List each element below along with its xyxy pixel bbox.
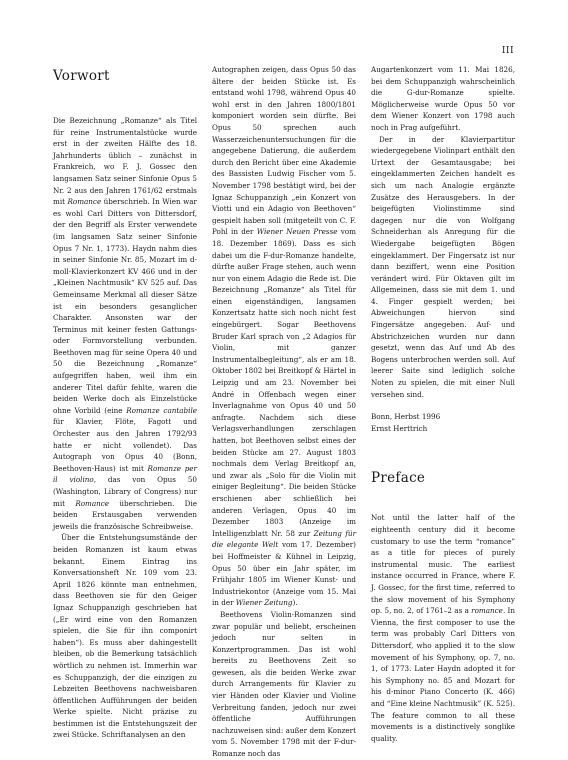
preface-heading: Preface (371, 470, 426, 487)
text-column-1 (53, 64, 197, 741)
vorwort-paragraph-4: Der in der Klavierpartitur wiedergegebene Violinpart enthält den Urtext der Gesamtausgabe; bei eingeklammerten Zeichen handelt es sich um nach Analogie ergänzte Zusätze des Herausgebers. In der beigefügten Violinstimme sind dagegen nur die von Wolfgang Schneiderhan als Anregung für die Wiedergabe beigefügten Bögen eingeklammert. Der Fingersatz ist nur dann beziffert, wenn eine Position verändert wird. Für Oktaven gilt im Allgemeinen, dass sie mit dem 1. und 4. Finger gespielt werden; bei Abweichungen hiervon sind Fingersätze angegeben. Auf- und Abstrichzeichen wurden nur dann gesetzt, wenn das Auf und Ab des Bogens unterbrochen werden soll. Auf leerer Saite sind lediglich solche Noten zu spielen, die mit einer Null versehen sind. (371, 134, 515, 399)
text-column-3 (371, 64, 515, 744)
vorwort-paragraph-2: Über die Entstehungsumstände der beiden Romanzen ist kaum etwas bekannt. Einem Eintrag ins Konversationsheft Nr. 109 vom 23. April 1826 könnte man entnehmen, dass Beethoven sie für den Geiger Ignaz Schuppanzigh geschrieben hat („Er wird eine von den Romanzen spielen, die Sie für ihn componirt haben“). Es muss aber dahingestellt bleiben, ob die Bemerkung tatsächlich wörtlich zu nehmen ist. Immerhin war es Schuppanzigh, der die einzigen zu Lebzeiten Beethovens nachweisbaren öffentlichen Aufführungen der beiden Werke spielte. Nicht präzise zu bestimmen ist die Entstehungszeit der zwei Stücke. Schriftanalysen an den (53, 533, 197, 740)
preface-paragraph-1: Not until the latter half of the eighteenth century did it become customary to use the term “romance” as a title for pieces of purely instrumental music. The earliest instance occurred in France, where F. J. Gossec, for the first time, referred to the slow movement of his Symphony op. 5, no. 2, of 1761–2 as a romance. In Vienna, the first composer to use the term was probably Carl Ditters von Dittersdorf, who applied it to the slow movement of his Symphony, op. 7, no. 1, of 1773. Later Haydn adopted it for his Symphony no. 85 and Mozart for his d-minor Piano Concerto (K. 466) and “Eine kleine Nachtmusik” (K. 525). The feature common to all these movements is a distinctively songlike quality. (371, 513, 515, 743)
vorwort-paragraph-2-continued: Autographen zeigen, dass Opus 50 das ältere der beiden Stücke ist. Es entstand wohl 1798, während Opus 40 wohl erst in den Jahren 1800/1801 komponiert worden sein dürfte. Bei Opus 50 sprechen auch Wasserzeichenuntersuchungen für die angegebene Datierung, die außerdem durch den Bericht über eine Akademie des Bassisten Ludwig Fischer vom 5. November 1798 bestätigt wird, bei der Ignaz Schuppanzigh „ein Konzert von Viotti und ein Adagio von Beethoven“ gespielt haben soll (mitgeteilt von C. F. Pohl in der Wiener Neuen Presse vom 18. Dezember 1869). Dass es sich dabei um die F-dur-Romanze handelte, dürfte außer Frage stehen, auch wenn nur von einem Adagio die Rede ist. Die Bezeichnung „Romanze“ als Titel für einen eigenständigen, langsamen Konzertsatz hatte sich noch nicht fest eingebürgert. Sogar Beethovens Bruder Karl sprach von „2 Adagios für Violin, mit ganzer Instrumentalbegleitung“, als er am 18. Oktober 1802 bei Breitkopf & Härtel in Leipzig und am 23. November bei André in Offenbach wegen einer Inverlagnahme von Opus 40 und 50 anfragte. Nachdem sich diese Verlagsverhandlungen zerschlagen hatten, bot Beethoven selbst eines der beiden Stücke am 27. August 1803 nochmals dem Verlag Breitkopf an, und zwar als „Solo für die Violin mit einiger Begleitung“. Die beiden Stücke erschienen aber schließlich bei anderen Verlagen, Opus 40 im Dezember 1803 (Anzeige im Intelligenzblatt Nr. 58 zur Zeitung für die elegante Welt vom 17. Dezember) bei Hoffmeister & Kühnel in Leipzig, Opus 50 über ein Jahr später, im Frühjahr 1805 im Wiener Kunst- und Industriekontor (Anzeige vom 15. Mai in der Wiener Zeitung). (212, 65, 357, 608)
signature-block (371, 411, 515, 434)
page-number: III (501, 46, 514, 56)
vorwort-paragraph-3: Beethovens Violin-Romanzen sind zwar populär und beliebt, erscheinen jedoch nur selten in Konzertprogrammen. Das ist wohl bereits zu Beethovens Zeit so gewesen, als die beiden Werke zwar durch Arrangements für Klavier zu vier Händen oder Klavier und Violine Verbreitung fanden, jedoch nur zwei öffentliche Aufführungen nachzuweisen sind: außer dem Konzert vom 5. November 1798 mit der F-dur-Romanze noch das (212, 609, 356, 759)
vorwort-paragraph-3-continued: Augartenkonzert vom 11. Mai 1826, bei dem Schuppanzigh wahrscheinlich die G-dur-Romanze spielte. Möglicherweise wurde Opus 50 vor dem Wiener Konzert von 1798 auch noch in Prag aufgeführt. (371, 65, 515, 132)
signature-author: Ernst Herttrich (371, 423, 428, 433)
signature-place-date: Bonn, Herbst 1996 (371, 412, 441, 422)
text-column-2 (212, 64, 356, 760)
vorwort-heading: Vorwort (53, 68, 110, 84)
vorwort-paragraph-1: Die Bezeichnung „Romanze“ als Titel für reine Instrumentalstücke wurde erst in der zweiten Hälfte des 18. Jahrhunderts üblich – zunächst in Frankreich, wo F. J. Gossec den langsamen Satz seiner Sinfonie Opus 5 Nr. 2 aus den Jahren 1761/62 erstmals mit Romance überschrieb. In Wien war es wohl Carl Ditters von Dittersdorf, der den Begriff als Erster verwendete (im langsamen Satz seiner Sinfonie Opus 7 Nr. 1, 1773). Haydn nahm dies in seiner Sinfonie Nr. 85, Mozart im d-moll-Klavierkonzert KV 466 und in der „Kleinen Nachtmusik“ KV 525 auf. Das Gemeinsame Merkmal all dieser Sätze ist ein besonders gesanglicher Charakter. Ansonsten war der Terminus mit keiner festen Gattungs- oder Formvorstellung verbunden. Beethoven mag für seine Opera 40 und 50 die Bezeichnung „Romanze“ aufgegriffen haben, weil ihm ein anderer Titel dafür fehlte, waren die beiden Werke doch als Einzelstücke ohne Vorbild (eine Romanze cantabile für Klavier, Flöte, Fagott und Orchester aus den Jahren 1792/93 hatte er nicht vollendet). Das Autograph von Opus 40 (Bonn, Beethoven-Haus) ist mit Romanze per il violino, das von Opus 50 (Washington, Library of Congress) nur mit Romance überschrieben. Die beiden Erstausgaben verwenden jeweils die französische Schreibweise. (53, 116, 197, 531)
